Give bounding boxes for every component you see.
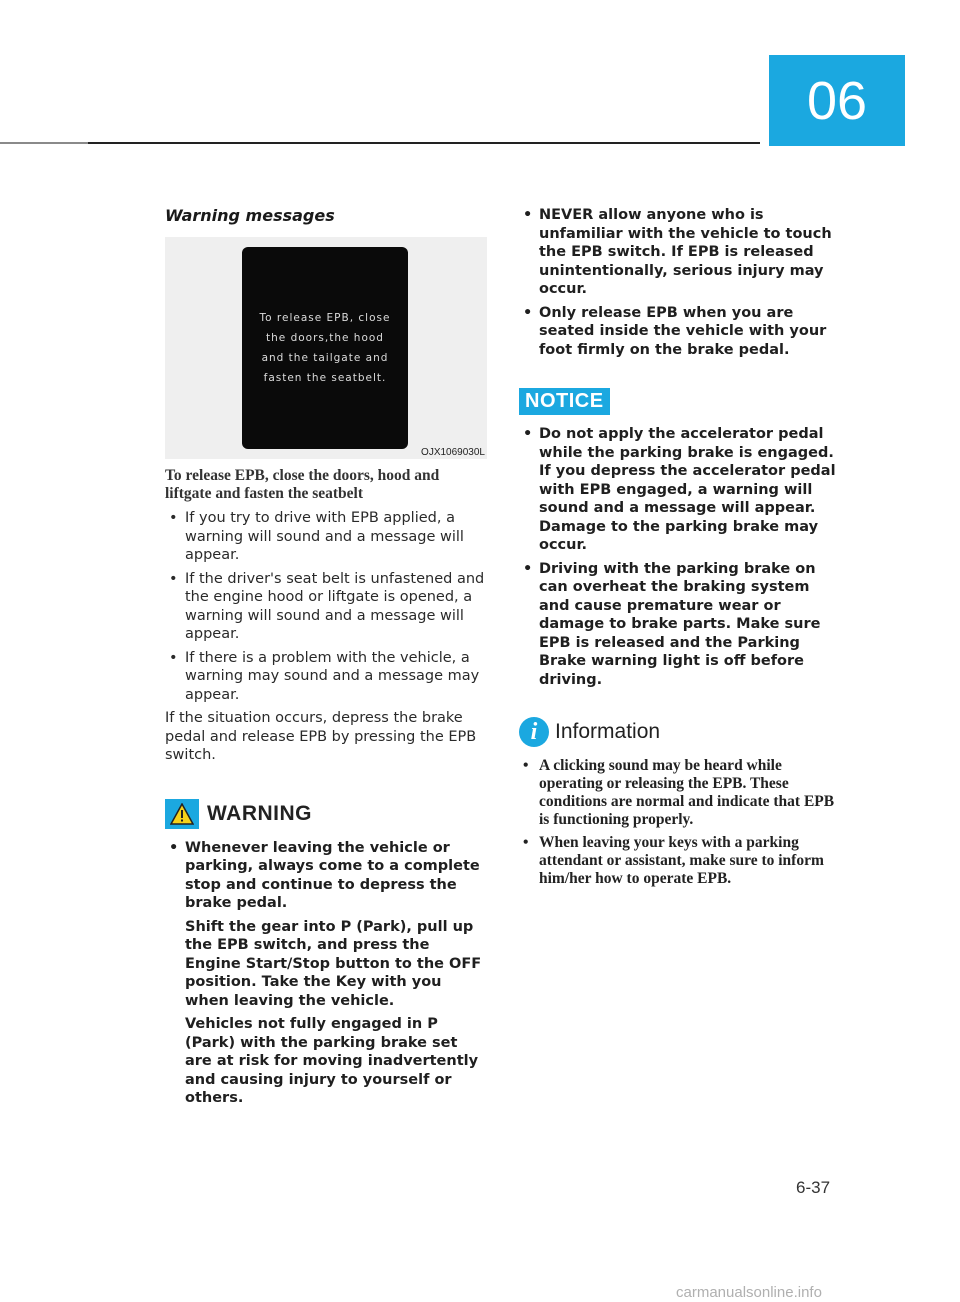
figure <box>165 237 487 459</box>
page-number: 6-37 <box>796 1178 831 1197</box>
left-column <box>165 206 487 1113</box>
chapter-number: 06 <box>806 70 868 131</box>
notice-badge: NOTICE <box>519 388 610 415</box>
information-list <box>519 757 841 888</box>
information-title: Information <box>555 720 661 743</box>
header-rule-dark <box>88 142 760 144</box>
warning-sub-paragraph: Vehicles not fully engaged in P (Park) with the parking brake set are at risk for moving inadvertently and causing injury to yourself or others. <box>185 1016 479 1106</box>
figure-code: OJX1069030L <box>421 447 485 458</box>
list-item: • NEVER allow anyone who is unfamiliar with the vehicle to touch the EPB switch. If EPB is released unintentionally, serious injury may occur. <box>519 206 841 299</box>
list-item: • When leaving your keys with a parking attendant or assistant, make sure to inform him/her how to operate EPB. <box>519 834 841 888</box>
warning-list-continued <box>519 206 841 359</box>
bullet-list <box>165 509 487 704</box>
body-paragraph: If the situation occurs, depress the brake pedal and release EPB by pressing the EPB switch. <box>165 710 477 763</box>
list-item: • If the driver's seat belt is unfastened and the engine hood or liftgate is opened, a warning will sound and a message will appear. <box>165 570 487 644</box>
warning-item-text: Whenever leaving the vehicle or parking, always come to a complete stop and continue to depress the brake pedal. <box>185 839 480 911</box>
warning-header <box>165 799 487 829</box>
warning-sub-paragraph: Shift the gear into P (Park), pull up the EPB switch, and press the Engine Start/Stop button to the OFF position. Take the Key with you when leaving the vehicle. <box>185 918 482 1009</box>
list-item: • If there is a problem with the vehicle, a warning may sound and a message may appear. <box>165 649 487 705</box>
list-item: • If you try to drive with EPB applied, a warning will sound and a message will appear. <box>165 509 487 565</box>
notice-list <box>519 425 841 689</box>
list-item: • Driving with the parking brake on can overheat the braking system and cause premature wear or damage to brake parts. Make sure EPB is released and the Parking Brake warning light is off before driving. <box>519 560 841 690</box>
list-item: • Only release EPB when you are seated inside the vehicle with your foot firmly on the brake pedal. <box>519 304 841 360</box>
chapter-tab <box>769 55 905 146</box>
info-icon: i <box>519 717 549 747</box>
right-column <box>519 206 841 893</box>
watermark[interactable]: carmanualsonline.info <box>676 1284 822 1301</box>
display-message: To release EPB, close the doors,the hood and the tailgate and fasten the seatbelt. <box>259 312 391 384</box>
warning-list <box>165 839 487 1108</box>
list-item: • A clicking sound may be heard while operating or releasing the EPB. These conditions are normal and indicate that EPB is functioning properly. <box>519 757 841 829</box>
list-item: • Do not apply the accelerator pedal while the parking brake is engaged. If you depress the accelerator pedal with EPB engaged, a warning will sound and a message will appear. Damage to the parking brake may occur. <box>519 425 841 555</box>
section-title: Warning messages <box>165 206 335 225</box>
information-header <box>519 717 841 747</box>
figure-caption: To release EPB, close the doors, hood and liftgate and fasten the seatbelt <box>165 467 440 502</box>
warning-triangle-icon <box>165 799 199 829</box>
list-item <box>165 839 487 1108</box>
cluster-display <box>242 247 408 449</box>
warning-title: WARNING <box>207 801 312 825</box>
